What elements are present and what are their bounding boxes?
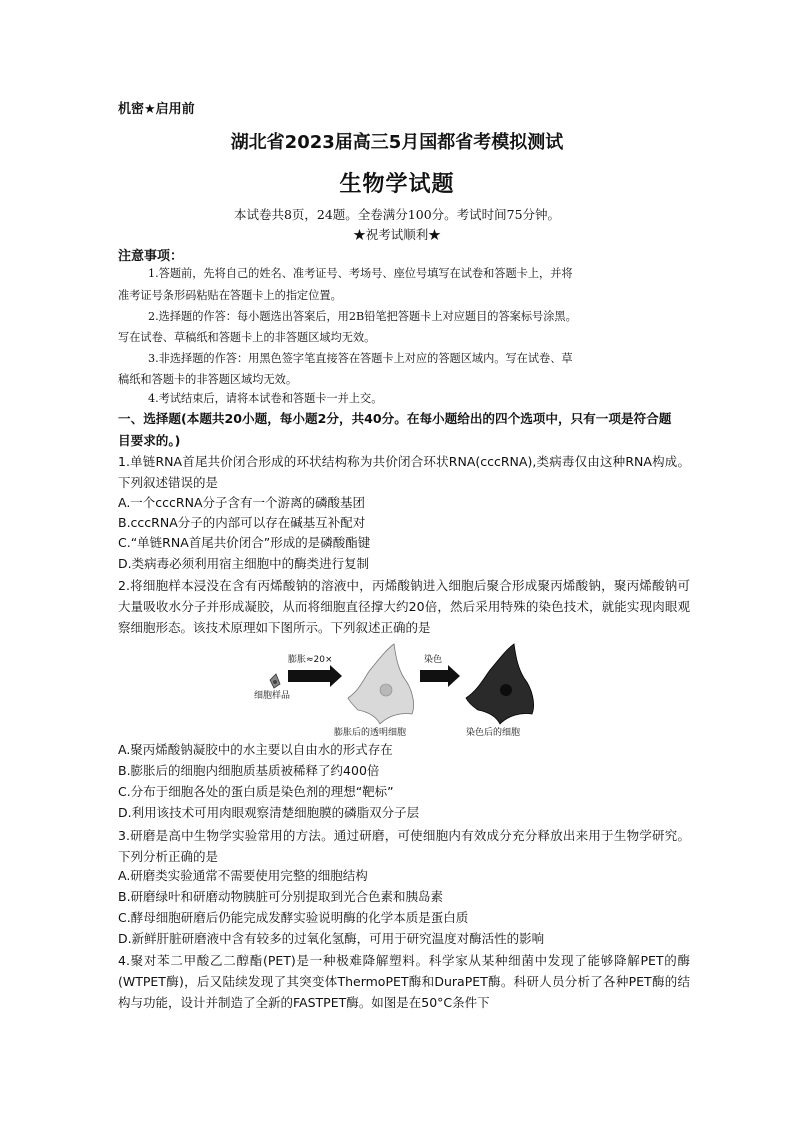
q3-option-d: D.新鲜肝脏研磨液中含有较多的过氧化氢酶，可用于研究温度对酶活性的影响 [118,931,545,946]
exam-subtitle: 生物学试题 [339,172,455,197]
exam-info: 本试卷共8页，24题。全卷满分100分。考试时间75分钟。 [233,207,561,222]
note-2-line-1: 2.选择题的作答：每小题选出答案后，用2B铅笔把答题卡上对应题目的答案标号涂黑。 [148,310,577,323]
q1-option-b: B.cccRNA分子的内部可以存在碱基互补配对 [118,515,366,530]
stained-caption: 染色后的细胞 [466,728,521,738]
note-1-line-1: 1.答题前，先将自己的姓名、准考证号、考场号、座位号填写在试卷和答题卡上，并将 [148,267,573,280]
expand-label: 膨胀≈20× [288,655,333,665]
cell-expansion-figure [240,638,570,738]
q3-option-a: A.研磨类实验通常不需要使用完整的细胞结构 [118,868,368,883]
sample-label: 细胞样品 [254,691,291,701]
q1-stem: 1.单链RNA首尾共价闭合形成的环状结构称为共价闭合环状RNA(cccRNA),类病毒仅由这种RNA构成。下列叙述错误的是 [118,454,690,490]
notes-title: 注意事项： [118,249,184,264]
note-3-line-2: 稿纸和答题卡的非答题区域均无效。 [118,373,298,386]
stain-label: 染色 [424,655,443,665]
note-1-line-2: 准考证号条形码粘贴在答题卡上的指定位置。 [118,289,342,302]
note-4: 4.考试结束后，请将本试卷和答题卡一并上交。 [148,392,383,405]
q1-option-a: A.一个cccRNA分子含有一个游离的磷酸基团 [118,495,366,510]
exam-wish: ★祝考试顺利★ [353,227,441,242]
note-2-line-2: 写在试卷、草稿纸和答题卡上的非答题区域均无效。 [118,331,376,344]
confidential-label: 机密★启用前 [118,102,195,117]
q2-option-b: B.膨胀后的细胞内细胞质基质被稀释了约400倍 [118,763,380,778]
q1-option-c: C.“单链RNA首尾共价闭合”形成的是磷酸酯键 [118,535,371,550]
exam-title: 湖北省2023届高三5月国都省考模拟测试 [230,132,564,153]
stained-cell [466,644,534,724]
note-3-line-1: 3.非选择题的作答：用黑色签字笔直接答在答题卡上对应的答题区域内。写在试卷、草 [148,352,573,365]
q3-stem: 3.研磨是高中生物学实验常用的方法。通过研磨，可使细胞内有效成分充分释放出来用于生物学研究。下列分析正确的是 [118,828,690,864]
sample-cell-icon [270,674,280,688]
q2-stem: 2.将细胞样本浸没在含有丙烯酸钠的溶液中，丙烯酸钠进入细胞后聚合形成聚丙烯酸钠，聚丙烯酸钠可大量吸收水分子并形成凝胶，从而将细胞直径撑大约20倍，然后采用特殊的染色技术，就能实现肉眼观察细胞形态。该技术原理如下图所示。下列叙述正确的是 [118,578,690,635]
section-heading: 一、选择题(本题共20小题，每小题2分，共40分。在每小题给出的四个选项中，只有一项是符合题目要求的。) [118,411,672,448]
q2-option-a: A.聚丙烯酸钠凝胶中的水主要以自由水的形式存在 [118,742,393,757]
q3-option-b: B.研磨绿叶和研磨动物胰脏可分别提取到光合色素和胰岛素 [118,889,444,904]
q4-stem: 4.聚对苯二甲酸乙二醇酯(PET)是一种极难降解塑料。科学家从某种细菌中发现了能够降解PET的酶(WTPET酶)，后又陆续发现了其突变体ThermoPET酶和DuraPET酶。科研人员分析了各种PET酶的结构与功能，设计并制造了全新的FASTPET酶。如图是在50°C条件下 [118,953,690,1010]
expand-arrow-icon [288,665,342,687]
q2-option-d: D.利用该技术可用肉眼观察清楚细胞膜的磷脂双分子层 [118,805,420,820]
q1-option-d: D.类病毒必须利用宿主细胞中的酶类进行复制 [118,556,370,571]
q3-option-c: C.酵母细胞研磨后仍能完成发酵实验说明酶的化学本质是蛋白质 [118,910,469,925]
stain-arrow-icon [420,665,460,687]
expanded-caption: 膨胀后的透明细胞 [334,728,407,738]
expanded-cell [348,644,414,724]
q2-option-c: C.分布于细胞各处的蛋白质是染色剂的理想“靶标” [118,784,394,799]
